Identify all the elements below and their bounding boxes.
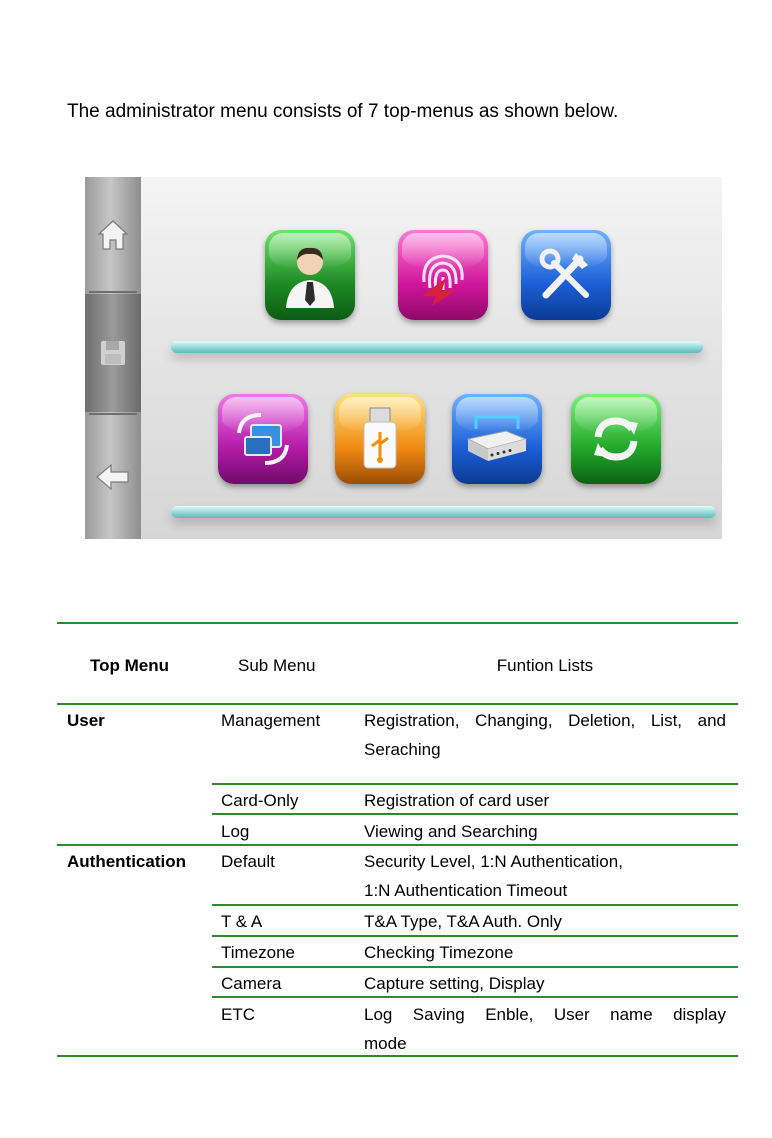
home-button[interactable] [85, 177, 141, 292]
top-menu-authentication: Authentication [67, 852, 186, 871]
func-etc-line2: mode [364, 1034, 407, 1053]
user-icon [280, 242, 340, 308]
func-default-line2: 1:N Authentication Timeout [364, 881, 568, 900]
sub-timezone: Timezone [221, 943, 296, 962]
sub-management: Management [221, 711, 321, 730]
fingerprint-icon [412, 244, 474, 306]
refresh-icon [586, 409, 646, 469]
sub-ta: T & A [221, 912, 263, 931]
usb-icon [357, 406, 403, 472]
back-arrow-icon [95, 462, 131, 492]
sub-camera: Camera [221, 974, 282, 993]
sidebar [85, 177, 141, 539]
top-menu-user: User [67, 711, 105, 730]
tools-icon [536, 245, 596, 305]
func-card-only: Registration of card user [364, 791, 550, 810]
network-sync-icon [231, 407, 295, 471]
authentication-menu-button[interactable] [398, 230, 488, 320]
refresh-menu-button[interactable] [571, 394, 661, 484]
func-management-line2: Seraching [364, 740, 441, 759]
back-button[interactable] [85, 415, 141, 539]
admin-menu-screenshot [85, 177, 722, 539]
settings-menu-button[interactable] [521, 230, 611, 320]
save-button[interactable] [85, 294, 141, 412]
device-icon [462, 409, 532, 469]
sub-default: Default [221, 852, 275, 871]
header-sub-menu: Sub Menu [238, 656, 316, 675]
func-log: Viewing and Searching [364, 822, 538, 841]
sub-card-only: Card-Only [221, 791, 299, 810]
device-menu-button[interactable] [452, 394, 542, 484]
func-ta: T&A Type, T&A Auth. Only [364, 912, 562, 931]
sub-etc: ETC [221, 1005, 255, 1024]
func-camera: Capture setting, Display [364, 974, 545, 993]
header-top-menu: Top Menu [90, 656, 169, 675]
func-timezone: Checking Timezone [364, 943, 514, 962]
func-etc-line1: Log Saving Enble, User name display [364, 1005, 726, 1024]
lower-shelf [171, 506, 716, 518]
home-icon [96, 218, 130, 252]
user-menu-button[interactable] [265, 230, 355, 320]
network-menu-button[interactable] [218, 394, 308, 484]
header-function-lists: Funtion Lists [496, 656, 594, 675]
func-management-line1: Registration, Changing, Deletion, List, and [364, 711, 726, 730]
intro-text: The administrator menu consists of 7 top-menus as shown below. [67, 101, 619, 122]
func-default-line1: Security Level, 1:N Authentication, [364, 852, 623, 871]
sub-log: Log [221, 822, 250, 841]
upper-shelf [171, 341, 703, 353]
save-icon [98, 338, 128, 368]
usb-menu-button[interactable] [335, 394, 425, 484]
